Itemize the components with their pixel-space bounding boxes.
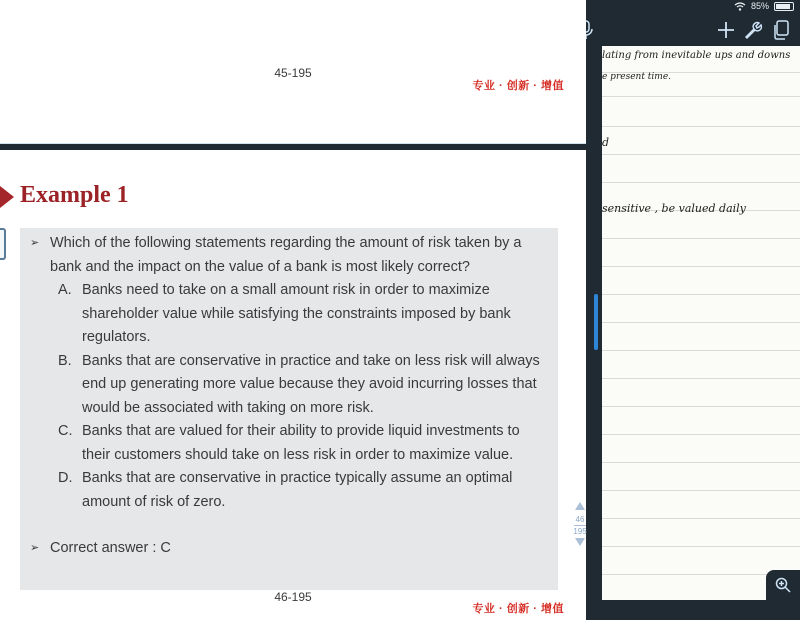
option-d: [30, 467, 548, 514]
option-c: [30, 420, 548, 467]
example-title: Example 1: [20, 182, 129, 208]
split-view-handle[interactable]: [594, 294, 598, 350]
wifi-icon: [734, 2, 746, 11]
ruled-line: [602, 378, 800, 379]
handwritten-note: d: [602, 136, 610, 149]
add-icon[interactable]: [714, 18, 738, 42]
ruled-line: [602, 406, 800, 407]
wrench-icon[interactable]: [741, 18, 765, 42]
document-pane[interactable]: [0, 46, 590, 615]
zoom-in-icon: [775, 577, 791, 593]
pages-icon[interactable]: [769, 18, 793, 42]
option-text: Banks that are conservative in practice typically assume an optimal amount of risk of zero.: [82, 470, 513, 510]
ruled-line: [602, 434, 800, 435]
option-letter: A.: [58, 282, 72, 298]
option-text: Banks that are valued for their ability to provide liquid investments to their customers should take on less risk in order to maximize value.: [82, 423, 520, 463]
split-view-divider[interactable]: [590, 46, 602, 600]
example-marker-icon: [0, 186, 14, 208]
notebook-pane[interactable]: [602, 46, 800, 600]
bullet-icon: ➢: [30, 542, 40, 554]
page-slogan: 专业 · 创新 · 增值: [472, 603, 564, 615]
question-box: [20, 228, 558, 590]
ruled-line: [602, 182, 800, 183]
ruled-line: [602, 154, 800, 155]
handwritten-note: e present time.: [602, 72, 672, 82]
option-letter: C.: [58, 423, 73, 439]
current-page: [0, 150, 586, 620]
option-letter: B.: [58, 352, 72, 369]
option-a: [30, 279, 548, 350]
handwritten-note: lating from inevitable ups and downs: [602, 50, 791, 61]
page-number: 46-195: [274, 590, 312, 604]
page-side-tab[interactable]: [0, 228, 6, 260]
ruled-line: [602, 96, 800, 97]
ruled-line: [602, 266, 800, 267]
battery-icon: [774, 2, 794, 11]
option-b: [30, 350, 548, 421]
question-text: Which of the following statements regarding the amount of risk taken by a bank and the impact on the value of a bank is most likely correct?: [50, 235, 522, 275]
page-slogan: 专业 · 创新 · 增值: [472, 80, 564, 92]
question: [30, 232, 548, 279]
page-down-icon[interactable]: [575, 538, 585, 546]
option-letter: D.: [58, 470, 73, 486]
ruled-line: [602, 518, 800, 519]
ruled-line: [602, 462, 800, 463]
ruled-line: [602, 126, 800, 127]
previous-page: [0, 0, 586, 143]
ruled-line: [602, 322, 800, 323]
option-text: Banks need to take on a small amount risk in order to maximize shareholder value while satisfying the constraints imposed by bank regulators.: [82, 282, 511, 345]
ruled-line: [602, 546, 800, 547]
total-pages-indicator: 195: [573, 527, 587, 536]
correct-answer: [30, 537, 548, 561]
page-divider: [0, 143, 586, 144]
bullet-icon: ➢: [30, 237, 40, 249]
current-page-indicator: 46: [575, 515, 585, 524]
indicator-divider: [574, 525, 586, 526]
ruled-line: [602, 238, 800, 239]
ruled-line: [602, 490, 800, 491]
handwritten-note: sensitive , be valued daily: [602, 202, 746, 215]
zoom-button[interactable]: [766, 570, 800, 600]
battery-percent: 85%: [750, 1, 769, 11]
previous-page-number: 45-195: [274, 66, 312, 80]
option-text: Banks that are conservative in practice and take on less risk will always end up generating more value because they avoid incurring losses that would be associated with taking on more risk.: [82, 352, 540, 416]
page-up-icon[interactable]: [575, 502, 585, 510]
correct-answer-text: Correct answer : C: [50, 540, 171, 556]
ruled-line: [602, 350, 800, 351]
page-indicator[interactable]: [571, 502, 589, 546]
ruled-line: [602, 294, 800, 295]
